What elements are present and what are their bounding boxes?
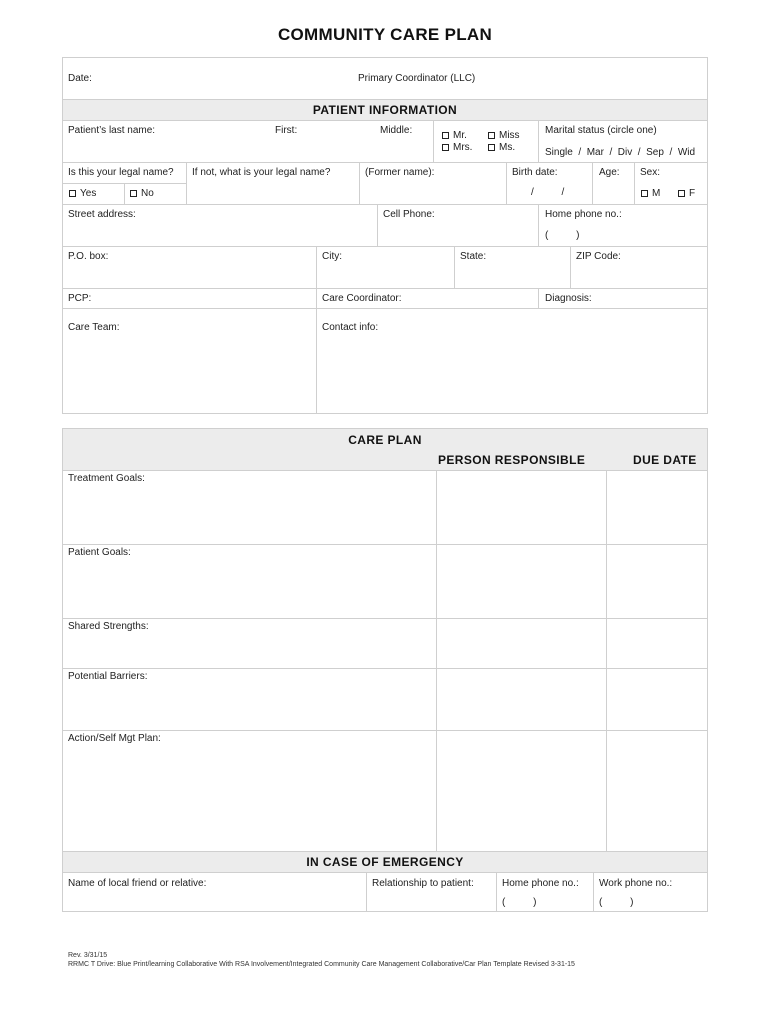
cell-phone-label[interactable]: Cell Phone: — [383, 209, 435, 220]
marital-status-label: Marital status (circle one) — [545, 125, 657, 136]
marital-status-options[interactable]: Single / Mar / Div / Sep / Wid — [545, 147, 696, 158]
divider — [316, 246, 317, 288]
patient-goals-label[interactable]: Patient Goals: — [68, 547, 131, 558]
checkbox-icon[interactable] — [488, 144, 495, 151]
mrs-label: Mrs. — [453, 142, 473, 153]
checkbox-icon[interactable] — [488, 132, 495, 139]
divider — [62, 99, 708, 100]
divider — [538, 204, 539, 246]
birth-date-label[interactable]: Birth date: — [512, 167, 558, 178]
emergency-home-phone-parens: ( ) — [502, 897, 537, 908]
emergency-contact-name-label[interactable]: Name of local friend or relative: — [68, 878, 207, 889]
title-miss-option[interactable] — [488, 130, 520, 141]
file-path-note: RRMC T Drive: Blue Print/learning Collaborative With RSA Involvement/Integrated Community Care Management Collaborative/Car Plan Template Revised 3-31-15 — [68, 961, 575, 968]
mr-label: Mr. — [453, 130, 467, 141]
divider — [436, 470, 437, 851]
former-name-label[interactable]: (Former name): — [365, 167, 435, 178]
divider — [62, 308, 708, 309]
checkbox-icon[interactable] — [641, 190, 648, 197]
legal-no-option[interactable] — [130, 188, 154, 199]
due-date-header: DUE DATE — [633, 453, 697, 467]
m-label: M — [652, 188, 661, 199]
person-responsible-header: PERSON RESPONSIBLE — [438, 453, 586, 467]
divider — [538, 288, 539, 308]
divider — [62, 246, 708, 247]
primary-coordinator-label[interactable]: Primary Coordinator (LLC) — [358, 73, 476, 84]
divider — [433, 120, 434, 162]
divider — [496, 872, 497, 912]
zip-code-label[interactable]: ZIP Code: — [576, 251, 621, 262]
divider — [377, 204, 378, 246]
checkbox-icon[interactable] — [130, 190, 137, 197]
divider — [570, 246, 571, 288]
divider — [506, 162, 507, 204]
city-label[interactable]: City: — [322, 251, 342, 262]
shared-strengths-label[interactable]: Shared Strengths: — [68, 621, 149, 632]
ms-label: Ms. — [499, 142, 516, 153]
divider — [62, 162, 708, 163]
title-mrs-option[interactable] — [442, 142, 472, 153]
sex-label: Sex: — [640, 167, 661, 178]
revision-date: Rev. 3/31/15 — [68, 952, 108, 959]
treatment-goals-label[interactable]: Treatment Goals: — [68, 473, 145, 484]
checkbox-icon[interactable] — [69, 190, 76, 197]
divider — [62, 618, 708, 619]
title-mr-option[interactable] — [442, 130, 467, 141]
pcp-label[interactable]: PCP: — [68, 293, 92, 304]
divider — [593, 872, 594, 912]
sex-f-option[interactable] — [678, 188, 695, 199]
divider — [366, 872, 367, 912]
emergency-work-phone-label[interactable]: Work phone no.: — [599, 878, 673, 889]
care-coordinator-label[interactable]: Care Coordinator: — [322, 293, 402, 304]
diagnosis-label[interactable]: Diagnosis: — [545, 293, 592, 304]
title-ms-option[interactable] — [488, 142, 515, 153]
divider — [62, 204, 708, 205]
home-phone-label[interactable]: Home phone no.: — [545, 209, 622, 220]
divider — [592, 162, 593, 204]
legal-name-label[interactable]: If not, what is your legal name? — [192, 167, 331, 178]
f-label: F — [689, 188, 696, 199]
divider — [62, 470, 708, 471]
middle-name-label[interactable]: Middle: — [380, 125, 413, 136]
relationship-label[interactable]: Relationship to patient: — [372, 878, 474, 889]
care-plan-section — [62, 428, 708, 912]
legal-yes-option[interactable] — [69, 188, 96, 199]
state-label[interactable]: State: — [460, 251, 487, 262]
emergency-home-phone-label[interactable]: Home phone no.: — [502, 878, 579, 889]
divider — [634, 162, 635, 204]
age-label[interactable]: Age: — [599, 167, 620, 178]
birth-date-separators: / / — [531, 187, 565, 198]
divider — [62, 668, 708, 669]
divider — [62, 120, 708, 121]
potential-barriers-label[interactable]: Potential Barriers: — [68, 671, 148, 682]
emergency-heading: IN CASE OF EMERGENCY — [306, 855, 464, 869]
last-name-label[interactable]: Patient’s last name: — [68, 125, 156, 136]
form-title: COMMUNITY CARE PLAN — [277, 25, 493, 44]
checkbox-icon[interactable] — [442, 144, 449, 151]
no-label: No — [141, 188, 154, 199]
emergency-work-phone-parens: ( ) — [599, 897, 634, 908]
miss-label: Miss — [499, 130, 520, 141]
checkbox-icon[interactable] — [678, 190, 685, 197]
divider — [186, 162, 187, 204]
contact-info-label[interactable]: Contact info: — [322, 322, 379, 333]
date-label[interactable]: Date: — [68, 73, 92, 84]
legal-name-question: Is this your legal name? — [68, 167, 174, 178]
divider — [62, 872, 708, 873]
checkbox-icon[interactable] — [442, 132, 449, 139]
divider — [316, 288, 317, 414]
care-team-label[interactable]: Care Team: — [68, 322, 120, 333]
divider — [538, 120, 539, 162]
care-plan-heading: CARE PLAN — [348, 433, 422, 447]
yes-label: Yes — [80, 188, 97, 199]
first-name-label[interactable]: First: — [275, 125, 298, 136]
divider — [62, 730, 708, 731]
action-plan-label[interactable]: Action/Self Mgt Plan: — [68, 733, 161, 744]
sex-m-option[interactable] — [641, 188, 660, 199]
divider — [62, 544, 708, 545]
divider — [454, 246, 455, 288]
divider — [606, 470, 607, 851]
divider — [359, 162, 360, 204]
divider — [62, 288, 708, 289]
divider — [124, 183, 125, 204]
home-phone-parens: ( ) — [545, 230, 580, 241]
patient-info-heading: PATIENT INFORMATION — [312, 103, 458, 117]
po-box-label[interactable]: P.O. box: — [68, 251, 109, 262]
street-address-label[interactable]: Street address: — [68, 209, 136, 220]
